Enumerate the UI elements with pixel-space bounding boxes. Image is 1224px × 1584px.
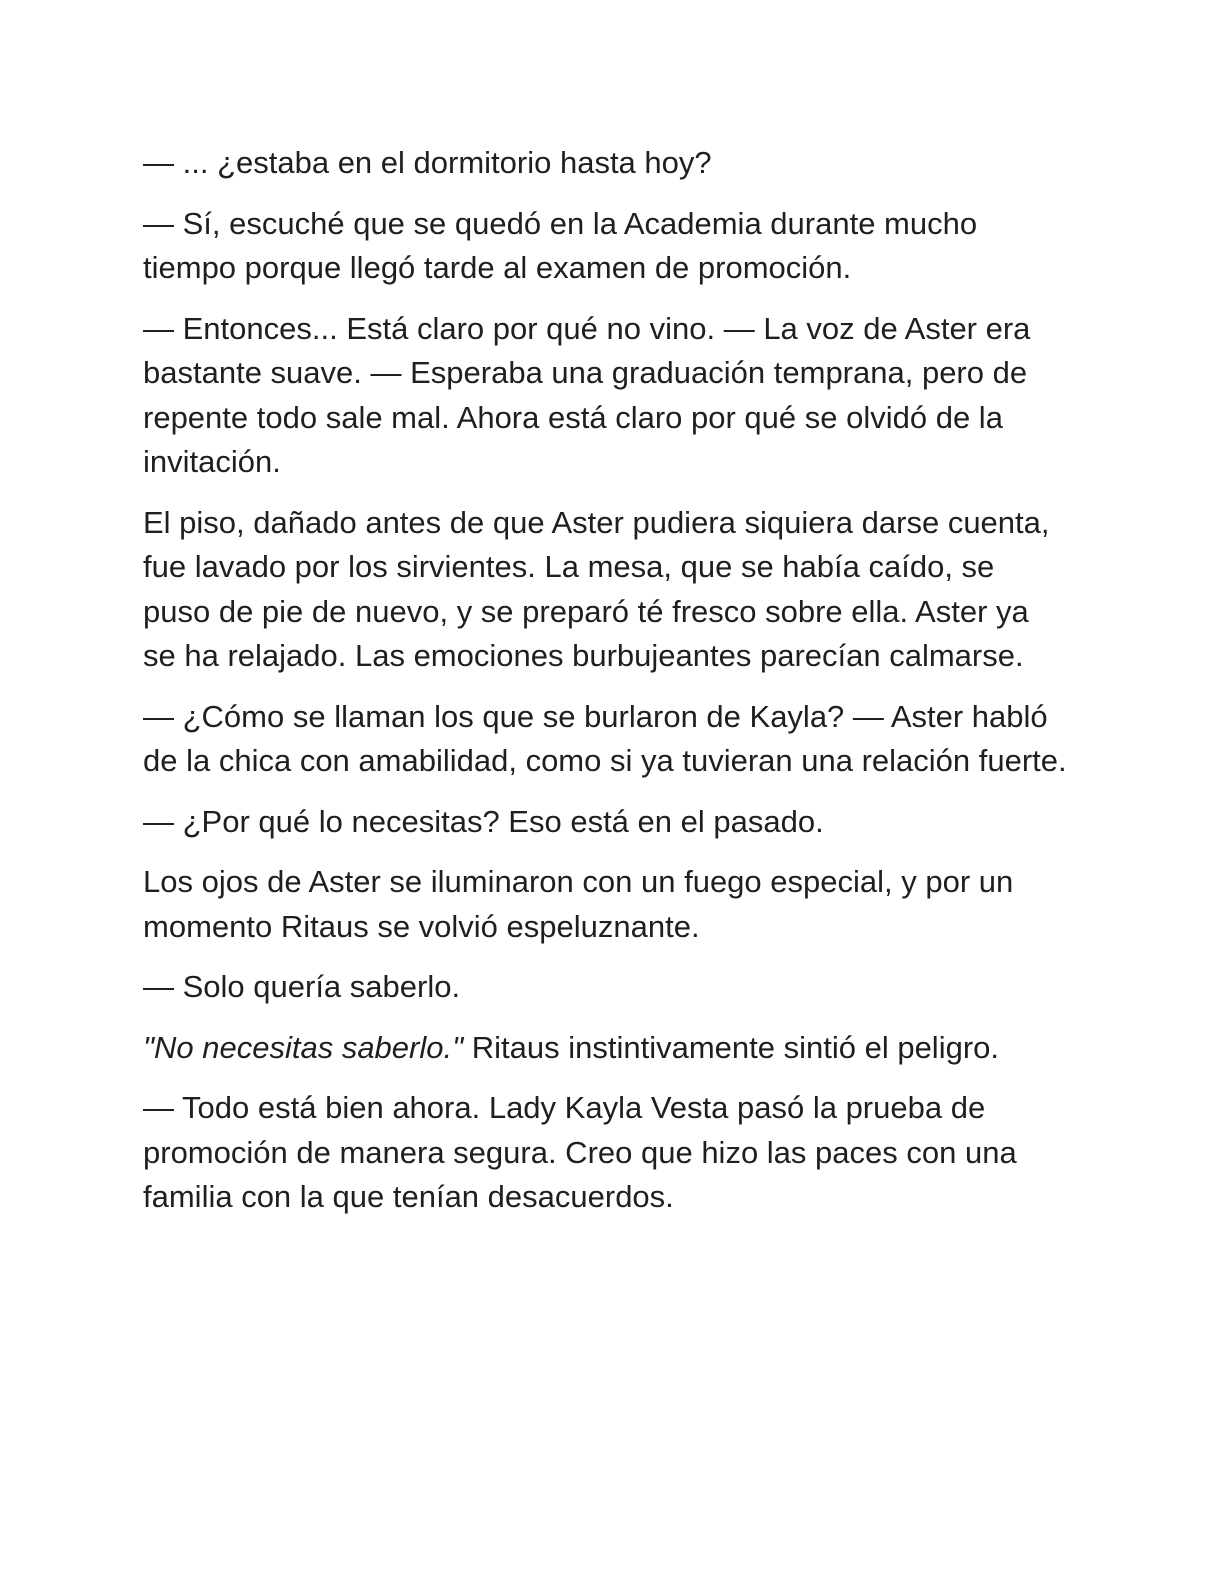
paragraph-6: — ¿Por qué lo necesitas? Eso está en el pasado. bbox=[143, 803, 824, 839]
paragraph-5: — ¿Cómo se llaman los que se burlaron de Kayla? — Aster habló de la chica con amabilidad, como si ya tuvieran una relación fuerte. bbox=[143, 698, 1067, 778]
paragraph-3: — Entonces... Está claro por qué no vino. — La voz de Aster era bastante suave. — Esperaba una graduación temprana, pero de repente todo sale mal. Ahora está claro por qué se olvidó de la invitación. bbox=[143, 310, 1031, 479]
paragraph-9-rest: Ritaus instintivamente sintió el peligro. bbox=[463, 1029, 999, 1065]
document-page bbox=[143, 141, 1068, 1236]
paragraph-8: — Solo quería saberlo. bbox=[143, 969, 461, 1004]
italic-thought: "No necesitas saberlo." bbox=[143, 1029, 464, 1065]
paragraph-7: Los ojos de Aster se iluminaron con un fuego especial, y por un momento Ritaus se volvió espeluznante. bbox=[143, 864, 1014, 944]
paragraph-4: El piso, dañado antes de que Aster pudiera siquiera darse cuenta, fue lavado por los sirvientes. La mesa, que se había caído, se puso de pie de nuevo, y se preparó té fresco sobre ella. Aster ya se ha relajado. Las emociones burbujeantes parecían calmarse. bbox=[143, 504, 1050, 673]
paragraph-9 bbox=[143, 1026, 1068, 1071]
paragraph-10: — Todo está bien ahora. Lady Kayla Vesta pasó la prueba de promoción de manera segura. Creo que hizo las paces con una familia con la que tenían desacuerdos. bbox=[143, 1090, 1017, 1214]
paragraph-1: — ... ¿estaba en el dormitorio hasta hoy? bbox=[143, 145, 712, 180]
paragraph-2: — Sí, escuché que se quedó en la Academia durante mucho tiempo porque llegó tarde al examen de promoción. bbox=[143, 205, 978, 285]
